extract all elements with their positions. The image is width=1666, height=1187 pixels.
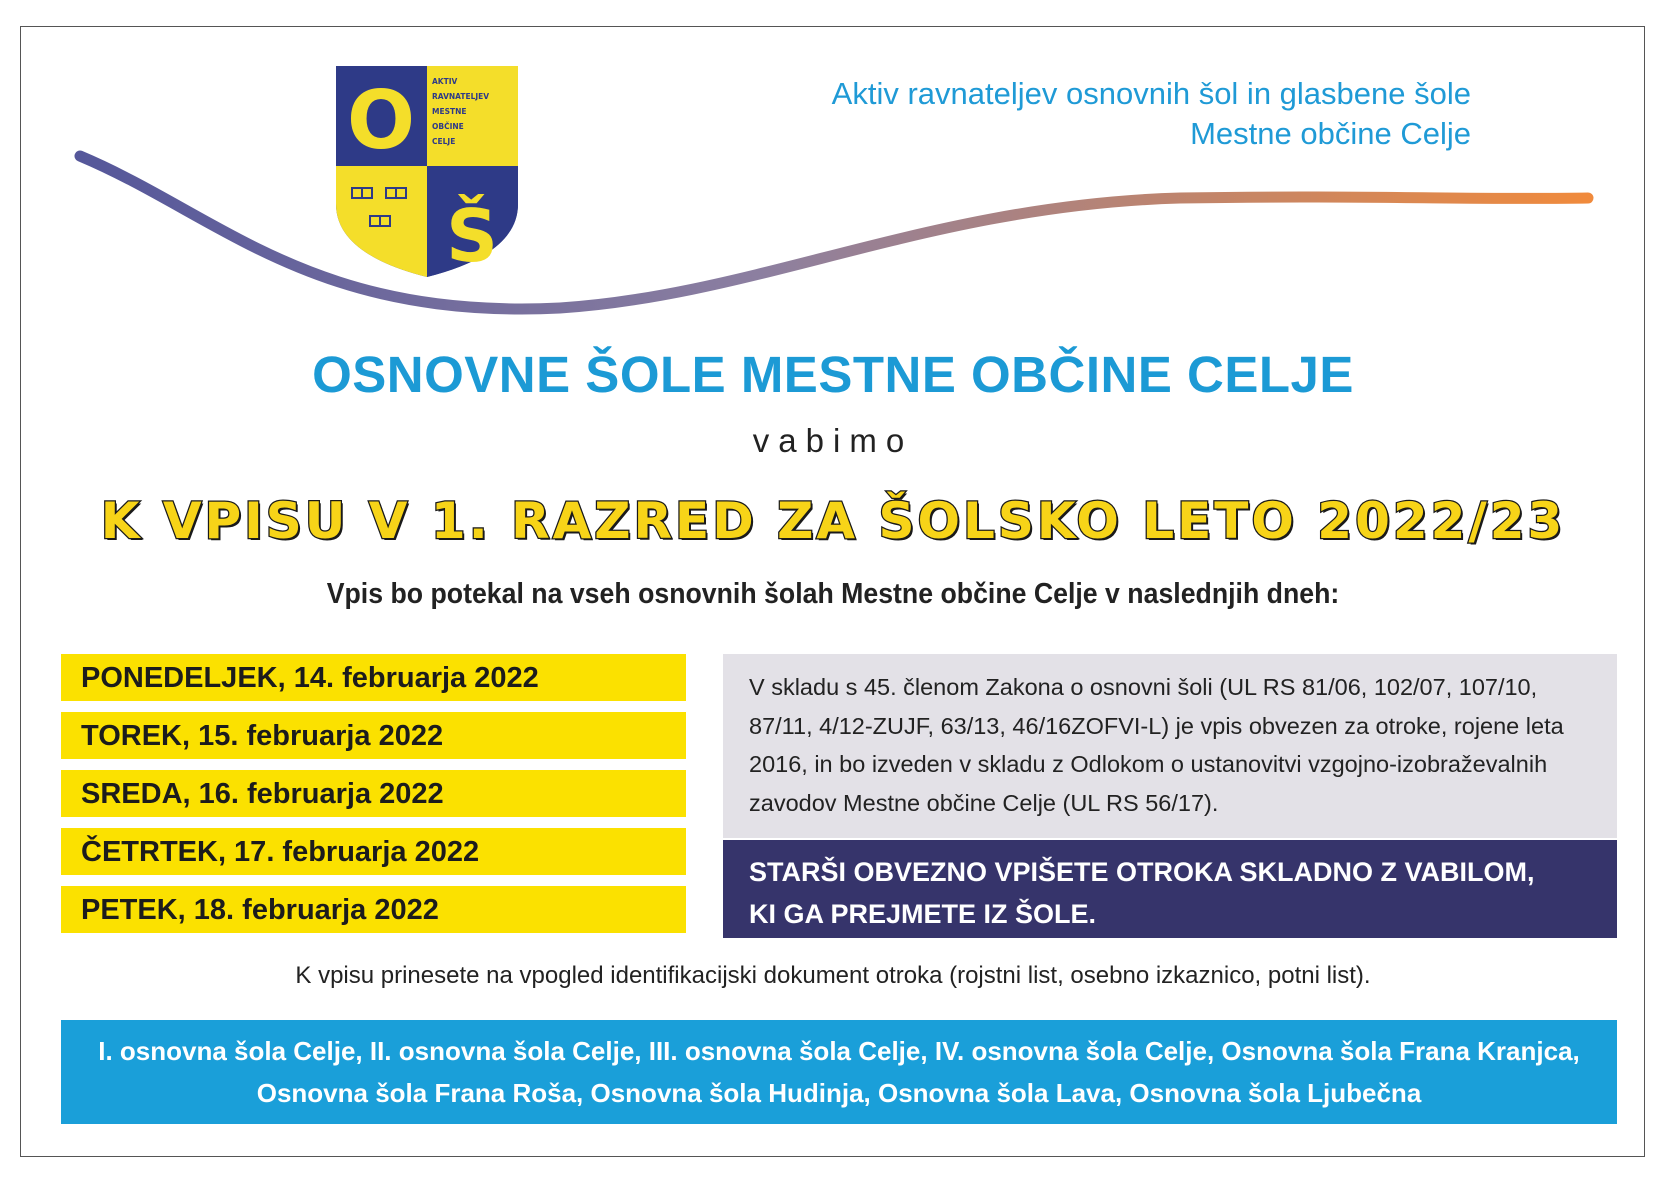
logo-caption-1: AKTIV: [432, 77, 458, 86]
date-tuesday: TOREK, 15. februarja 2022: [61, 712, 686, 759]
logo-caption-4: OBČINE: [432, 122, 464, 131]
page-title: OSNOVNE ŠOLE MESTNE OBČINE CELJE: [312, 346, 1354, 403]
parents-notice-box: [723, 840, 1617, 938]
notice-line-1: STARŠI OBVEZNO VPIŠETE OTROKA SKLADNO Z VABILOM,: [749, 857, 1535, 887]
enrollment-dates: [61, 654, 686, 944]
logo-caption-2: RAVNATELJEV: [432, 92, 490, 101]
date-friday: PETEK, 18. februarja 2022: [61, 886, 686, 933]
invite-word: vabimo: [752, 422, 914, 459]
law-text: V skladu s 45. členom Zakona o osnovni šoli (UL RS 81/06, 102/07, 107/10, 87/11, 4/12-ZUJF, 63/13, 46/16ZOFVI-L) je vpis obvezen za otroke, rojene leta 2016, in bo izveden v skladu z Odlokom o ustanovitvi vzgojno-izobraževalnih zavodov Mestne občine Celje (UL RS 56/17).: [749, 674, 1564, 816]
documents-notice: K vpisu prinesete na vpogled identifikacijski dokument otroka (rojstni list, osebno izkaznico, potni list).: [295, 962, 1371, 989]
organization-title: [832, 74, 1471, 154]
law-text-box: [723, 654, 1617, 838]
subline: Vpis bo potekal na vseh osnovnih šolah Mestne občine Celje v naslednjih dneh:: [326, 578, 1340, 610]
date-wednesday: SREDA, 16. februarja 2022: [61, 770, 686, 817]
schools-line-1: I. osnovna šola Celje, II. osnovna šola Celje, III. osnovna šola Celje, IV. osnovna šola Celje, Osnovna šola Frana Kranjca,: [98, 1036, 1580, 1066]
organization-line-1: Aktiv ravnateljev osnovnih šol in glasbene šole: [831, 76, 1471, 111]
headline: K VPISU V 1. RAZRED ZA ŠOLSKO LETO 2022/23: [100, 492, 1566, 550]
logo-caption-3: MESTNE: [432, 107, 467, 116]
school-logo: [334, 64, 520, 279]
schools-list-box: [61, 1020, 1617, 1124]
notice-line-2: KI GA PREJMETE IZ ŠOLE.: [749, 899, 1097, 929]
logo-letter-s: Š: [446, 194, 498, 278]
logo-letter-o: O: [346, 74, 416, 167]
date-thursday: ČETRTEK, 17. februarja 2022: [61, 828, 686, 875]
schools-line-2: Osnovna šola Frana Roša, Osnovna šola Hudinja, Osnovna šola Lava, Osnovna šola Ljubečna: [256, 1078, 1422, 1108]
date-monday: PONEDELJEK, 14. februarja 2022: [61, 654, 686, 701]
organization-line-2: Mestne občine Celje: [1190, 116, 1471, 151]
logo-caption-5: CELJE: [432, 137, 456, 146]
